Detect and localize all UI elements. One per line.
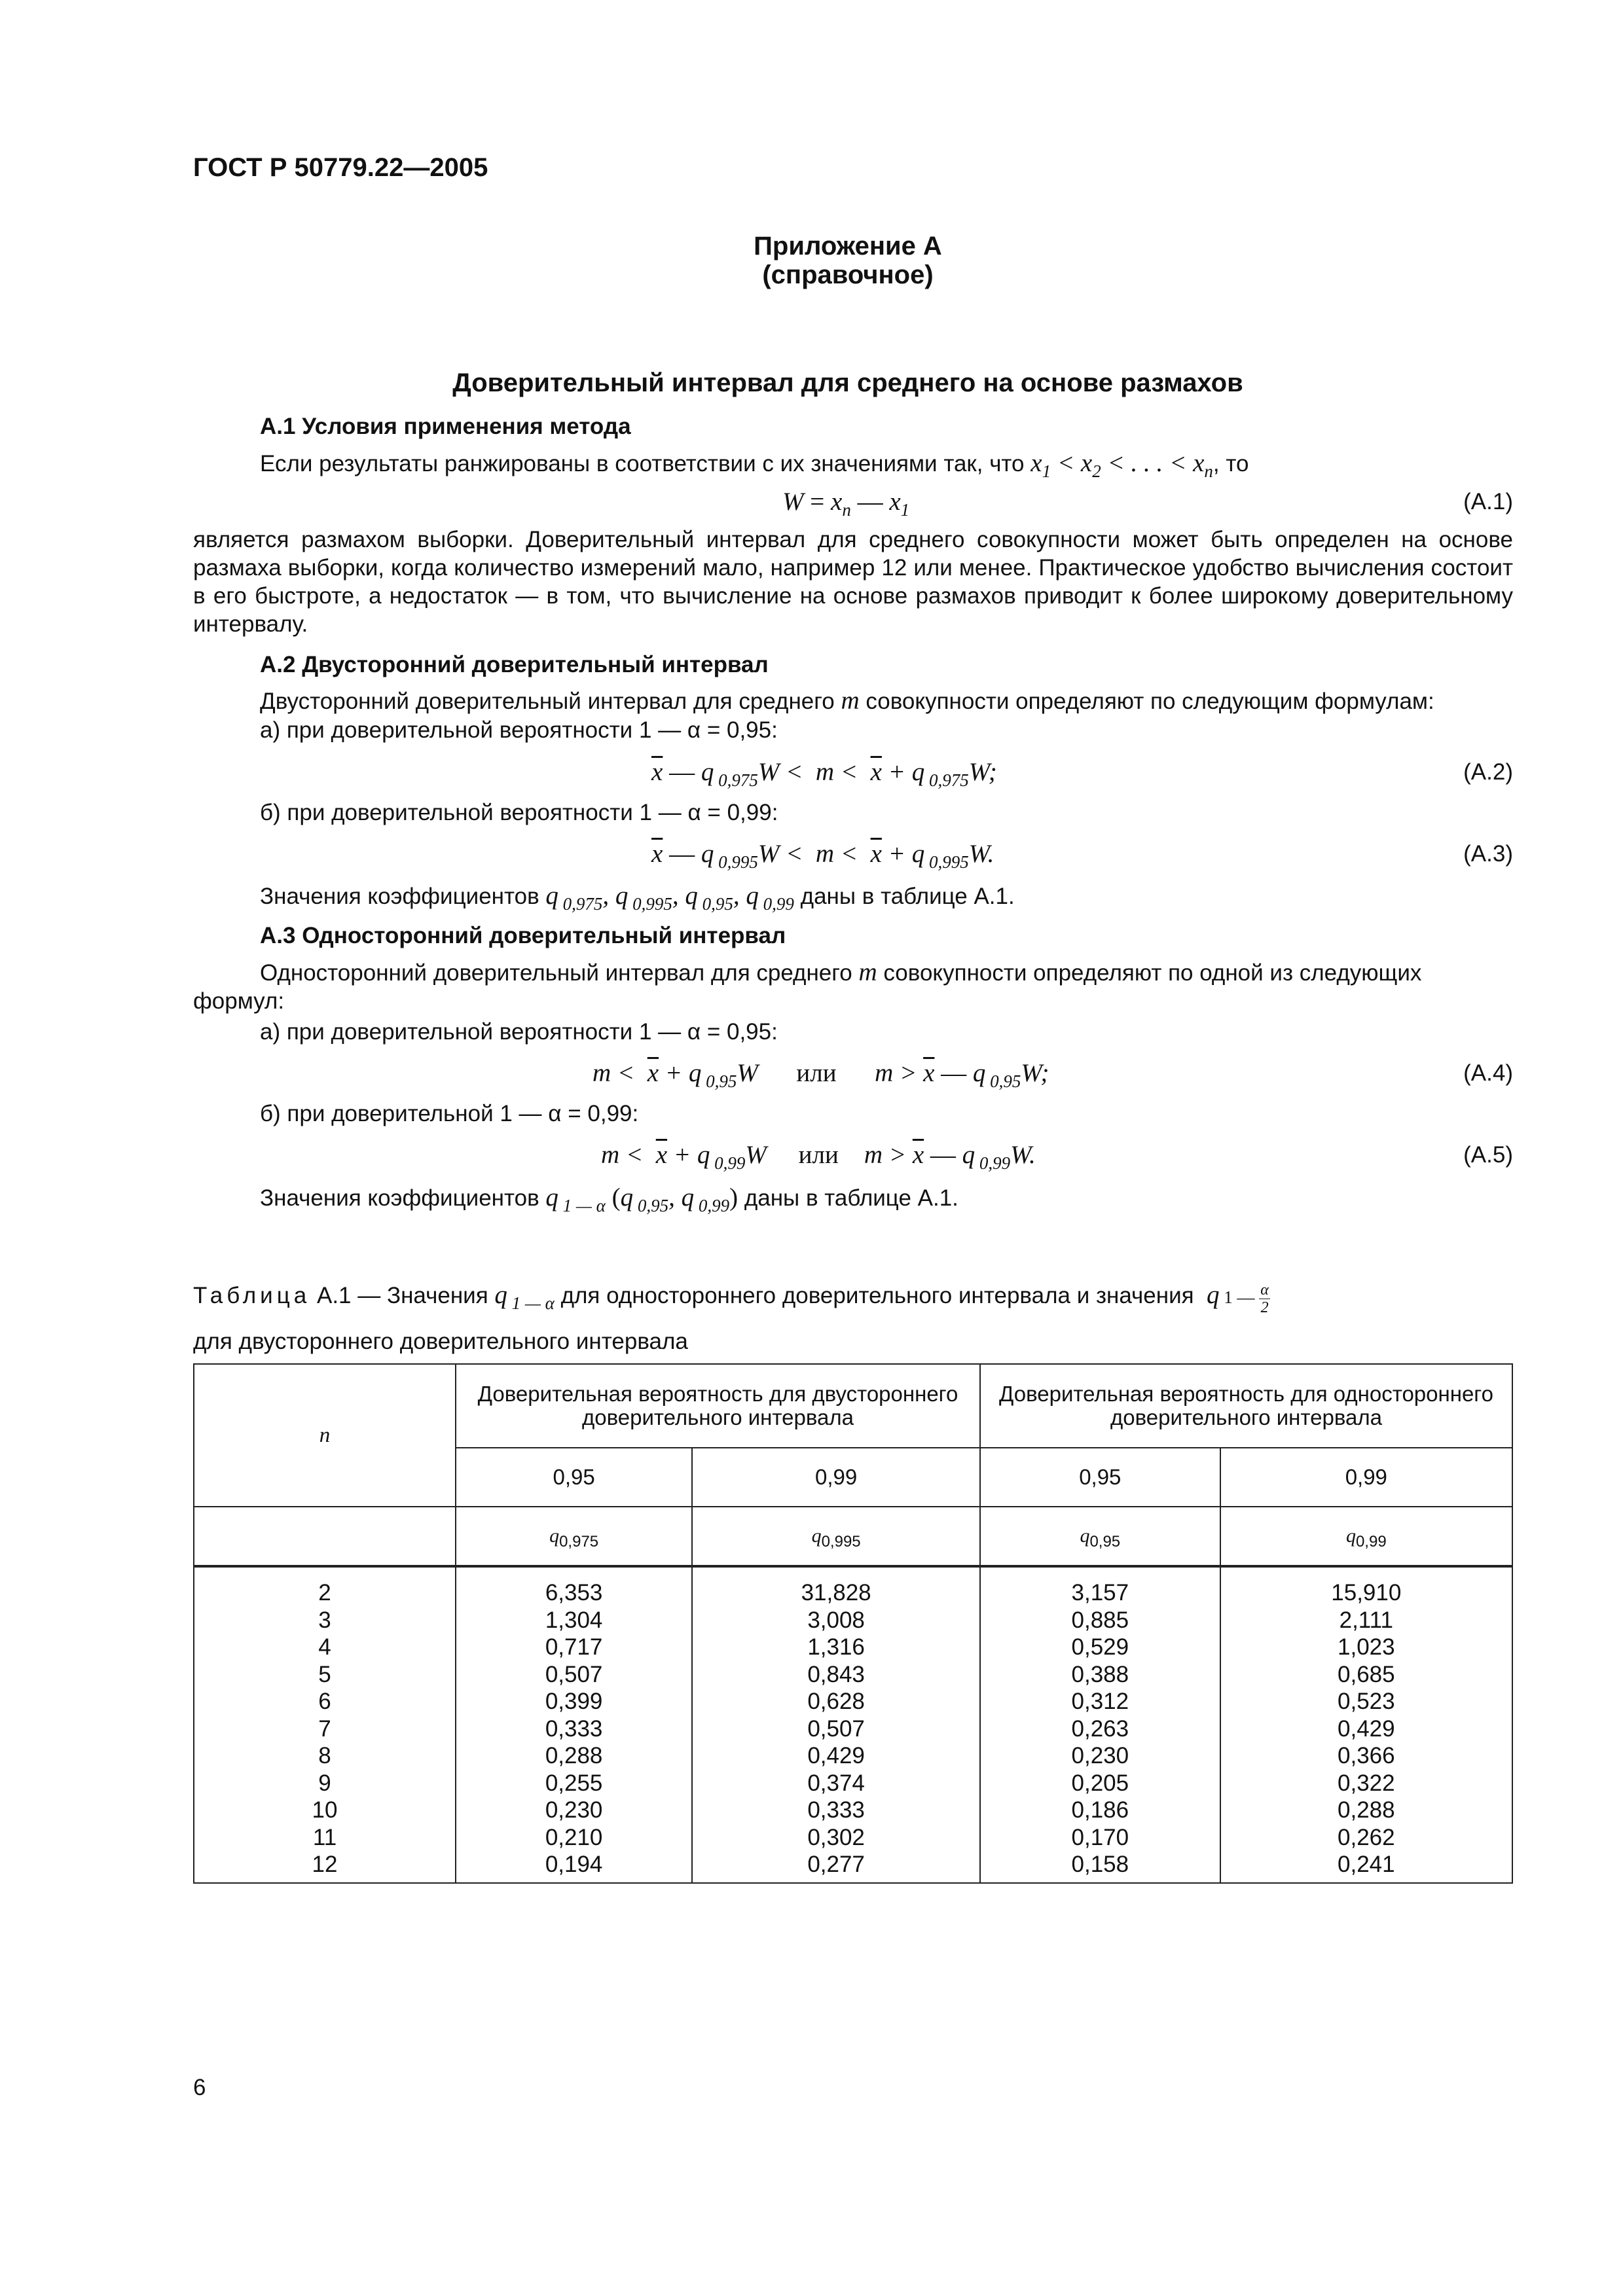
table-cell: 0,429 — [1338, 1715, 1395, 1742]
a3-coef-text-2: даны в таблице А.1. — [744, 1185, 958, 1211]
a2-coef-text-1: Значения коэффициентов — [260, 884, 539, 909]
table-cell: 0,507 — [807, 1715, 865, 1742]
table-cell: 0,322 — [1338, 1770, 1395, 1796]
q-header: $q_{0,995}$ — [692, 1507, 980, 1566]
mean-symbol: m — [858, 958, 877, 986]
one-sided-095-formula: $m < \overline{x} + q$ $_{0,95}$W или $m > \overline{x}$ — q $_{0,95}$W; — [593, 1059, 1049, 1091]
eq-label-a4: (А.4) — [1463, 1060, 1513, 1086]
a3-coef-text-1: Значения коэффициентов — [260, 1185, 539, 1211]
q-header-sub: 0,99 — [1355, 1533, 1387, 1551]
table-cell: 0,333 — [545, 1715, 603, 1742]
a3-intro — [260, 960, 1421, 986]
table-cell: 0,262 — [1338, 1824, 1395, 1850]
ranking-condition: $x_1 < x_2$ < . . . < $x_n$ — [1030, 449, 1213, 481]
table-cell: 2,111 — [1339, 1607, 1393, 1633]
table-cell: 0,523 — [1338, 1689, 1395, 1714]
q-header: $q_{0,99}$ — [1220, 1507, 1512, 1566]
table-cell: 0,255 — [545, 1770, 603, 1796]
table-cell: 0,158 — [1071, 1852, 1129, 1877]
table-cell: 0,507 — [545, 1661, 603, 1687]
coef-symbols: q $_{0,975}$, q $_{0,995}$, q $_{0,95}$, q $_{0,99}$ — [545, 882, 794, 914]
a3-intro-text-1: Односторонний доверительный интервал для среднего — [260, 960, 852, 986]
table-cell: 3 — [318, 1607, 331, 1633]
eq-label-a1: (А.1) — [1463, 489, 1513, 514]
or-word: или — [796, 1059, 837, 1087]
a3-intro-text-2: совокупности определяют по одной из следующих — [883, 960, 1422, 986]
appendix-subtitle: (справочное) — [762, 260, 934, 289]
table-cell: 0,429 — [807, 1743, 865, 1768]
a3-coefficients — [260, 1183, 958, 1215]
n-header-spacer — [194, 1507, 456, 1566]
table-cell: 0,288 — [1338, 1797, 1395, 1823]
table-cell: 0,210 — [545, 1824, 603, 1850]
table-cell: 31,828 — [801, 1580, 871, 1605]
table-cell: 0,374 — [807, 1770, 865, 1796]
eq-label-a3: (А.3) — [1463, 841, 1513, 867]
two-sided-099-formula: $\overline{x}$ — q $_{0,995}W < m < \overline{x} + q$ $_{0,995}$W. — [651, 840, 994, 872]
table-caption-continued: для двустороннего доверительного интервала — [193, 1329, 688, 1354]
col-header-n: n — [194, 1364, 456, 1507]
table-cell: 3,008 — [807, 1607, 865, 1633]
table-cell: 0,885 — [1071, 1607, 1129, 1633]
col-q0995-values — [692, 1566, 980, 1883]
col-q095-values — [980, 1566, 1220, 1883]
col-n-values — [194, 1566, 456, 1883]
a2-case-b: б) при доверительной вероятности 1 — α = 0,99: — [260, 800, 778, 825]
table-cell: 0,717 — [545, 1634, 603, 1660]
table-cell: 0,529 — [1071, 1634, 1129, 1660]
table-cell: 15,910 — [1331, 1580, 1402, 1605]
q-one-minus-alpha: q $_{1 — \alpha}$ — [494, 1281, 555, 1313]
table-cell: 7 — [318, 1715, 331, 1742]
table-cell: 0,241 — [1338, 1852, 1395, 1877]
table-cell: 0,312 — [1071, 1689, 1129, 1714]
table-cell: 6 — [318, 1689, 331, 1714]
a2-intro-text-1: Двусторонний доверительный интервал для среднего — [260, 689, 835, 714]
table-cell: 2 — [318, 1580, 331, 1605]
eq-label-a2: (А.2) — [1463, 759, 1513, 785]
table-cell: 5 — [318, 1661, 331, 1687]
q-header: $q_{0,95}$ — [980, 1507, 1220, 1566]
eq-label-a5: (А.5) — [1463, 1142, 1513, 1168]
range-formula: $W = x_n$ — $x_1$ — [782, 488, 910, 520]
appendix-title: Приложение А — [754, 232, 942, 260]
table-cell: 0,366 — [1338, 1743, 1395, 1768]
a1-paragraph: является размахом выборки. Доверительный интервал для среднего совокупности может быть определен на основе размаха выборки, когда количество измерений мало, например 12 или менее. Практическое удобство вычисления состоит в его быстроте, а недостаток — в том, что вычисление на основе размахов приводит к более широкому доверительному интервалу. — [193, 527, 1513, 637]
table-cell: 1,316 — [807, 1634, 865, 1660]
table-cell: 1,023 — [1338, 1634, 1395, 1660]
table-caption — [193, 1282, 1270, 1316]
q-one-minus-half-alpha: q 1 — $\frac{\alpha}{2}$ — [1207, 1281, 1269, 1316]
prob-header: 0,99 — [1220, 1448, 1512, 1507]
col-group-one-sided: Доверительная вероятность для одностороннего доверительного интервала — [980, 1364, 1512, 1448]
a1-heading: А.1 Условия применения метода — [260, 414, 631, 439]
a2-intro-text-2: совокупности определяют по следующим формулам: — [866, 689, 1434, 714]
document-id: ГОСТ Р 50779.22—2005 — [193, 153, 488, 182]
one-sided-099-formula: $m < \overline{x} + q$ $_{0,99}$W или $m > \overline{x}$ — q $_{0,99}$W. — [601, 1141, 1036, 1173]
a1-intro — [260, 449, 1249, 481]
table-cell: 0,333 — [807, 1797, 865, 1823]
col-q0975-values — [456, 1566, 692, 1883]
or-word: или — [798, 1141, 839, 1169]
table-cell: 0,277 — [807, 1852, 865, 1877]
a1-intro-tail: , то — [1213, 451, 1249, 476]
q-header: $q_{0,975}$ — [456, 1507, 692, 1566]
a2-heading: А.2 Двусторонний доверительный интервал — [260, 652, 769, 677]
table-cell: 0,194 — [545, 1852, 603, 1877]
table-cell: 0,230 — [1071, 1743, 1129, 1768]
table-cell: 9 — [318, 1770, 331, 1796]
table-cell: 12 — [312, 1852, 338, 1877]
q-header-sub: 0,995 — [821, 1533, 861, 1551]
a3-intro-continued: формул: — [193, 988, 285, 1014]
table-cell: 0,388 — [1071, 1661, 1129, 1687]
two-sided-095-formula: $\overline{x}$ — q $_{0,975}W < m < \overline{x} + q$ $_{0,975}$W; — [651, 758, 997, 790]
table-cell: 6,353 — [545, 1580, 603, 1605]
a2-intro — [260, 688, 1434, 715]
a3-case-a: а) при доверительной вероятности 1 — α = 0,95: — [260, 1019, 778, 1045]
table-cell: 3,157 — [1071, 1580, 1129, 1605]
table-cell: 0,288 — [545, 1743, 603, 1768]
a2-coefficients — [260, 882, 1015, 914]
table-cell: 0,205 — [1071, 1770, 1129, 1796]
table-cell: 1,304 — [545, 1607, 603, 1633]
table-cell: 0,302 — [807, 1824, 865, 1850]
table-cell: 0,685 — [1338, 1661, 1395, 1687]
mean-symbol: m — [841, 687, 860, 715]
table-cell: 0,399 — [545, 1689, 603, 1714]
col-group-two-sided: Доверительная вероятность для двустороннего доверительного интервала — [456, 1364, 980, 1448]
table-caption-label: Таблица — [193, 1283, 311, 1308]
a2-coef-text-2: даны в таблице А.1. — [800, 884, 1015, 909]
coef-symbols-one-sided: q $_{1 — \alpha}$ (q $_{0,95}$, q $_{0,99}$) — [545, 1183, 739, 1215]
a3-case-b: б) при доверительной 1 — α = 0,99: — [260, 1101, 639, 1126]
a2-case-a: а) при доверительной вероятности 1 — α = 0,95: — [260, 717, 778, 743]
q-header-sub: 0,975 — [559, 1533, 599, 1551]
a3-heading: А.3 Односторонний доверительный интервал — [260, 923, 786, 948]
page-number: 6 — [193, 2075, 206, 2100]
table-caption-text-1: А.1 — Значения — [316, 1283, 488, 1308]
table-cell: 10 — [312, 1797, 338, 1823]
prob-header: 0,95 — [980, 1448, 1220, 1507]
prob-header: 0,95 — [456, 1448, 692, 1507]
q-header-sub: 0,95 — [1089, 1533, 1121, 1551]
a1-intro-text: Если результаты ранжированы в соответствии с их значениями так, что — [260, 451, 1025, 476]
table-cell: 4 — [318, 1634, 331, 1660]
table-cell: 0,170 — [1071, 1824, 1129, 1850]
coefficients-table — [193, 1363, 1513, 1884]
table-cell: 8 — [318, 1743, 331, 1768]
table-cell: 0,628 — [807, 1689, 865, 1714]
table-caption-text-2: для одностороннего доверительного интервала и значения — [560, 1283, 1194, 1308]
table-cell: 11 — [312, 1824, 337, 1850]
table-cell: 0,263 — [1071, 1715, 1129, 1742]
table-cell: 0,230 — [545, 1797, 603, 1823]
section-title: Доверительный интервал для среднего на основе размахов — [452, 368, 1243, 397]
col-q099-values — [1220, 1566, 1512, 1883]
prob-header: 0,99 — [692, 1448, 980, 1507]
table-cell: 0,186 — [1071, 1797, 1129, 1823]
table-cell: 0,843 — [807, 1661, 865, 1687]
